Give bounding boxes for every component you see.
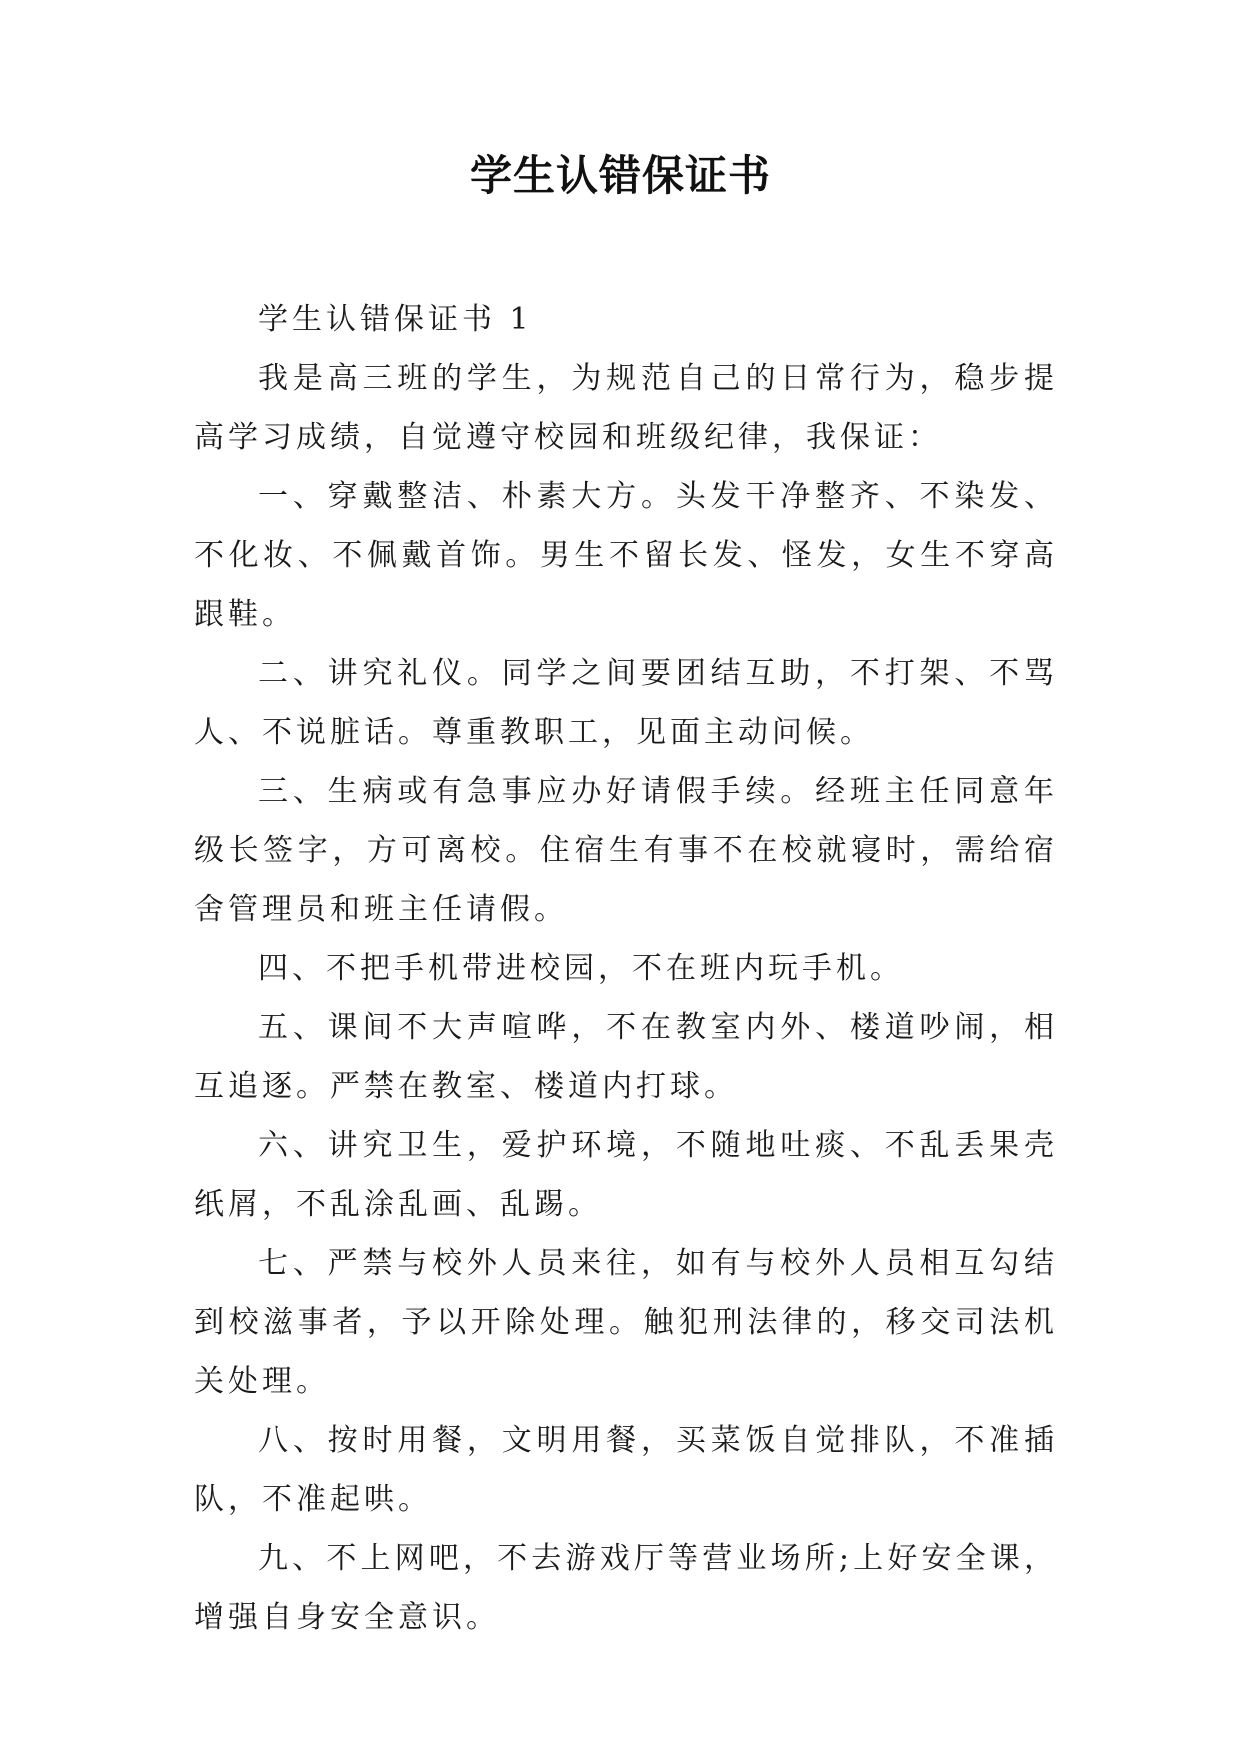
paragraph-item-5: 五、课间不大声喧哗，不在教室内外、楼道吵闹，相互追逐。严禁在教室、楼道内打球。 — [194, 1010, 1058, 1104]
section-heading: 学生认错保证书 1 — [258, 302, 533, 337]
paragraph-item-2: 二、讲究礼仪。同学之间要团结互助，不打架、不骂人、不说脏话。尊重教职工，见面主动问候。 — [194, 656, 1058, 750]
paragraph-item-7: 七、严禁与校外人员来往，如有与校外人员相互勾结到校滋事者，予以开除处理。触犯刑法律的，移交司法机关处理。 — [194, 1246, 1058, 1399]
paragraph-item-4: 四、不把手机带进校园，不在班内玩手机。 — [258, 951, 904, 986]
paragraph-item-9: 九、不上网吧，不去游戏厅等营业场所;上好安全课，增强自身安全意识。 — [194, 1541, 1058, 1635]
document-body — [194, 290, 1058, 1647]
paragraph-item-8: 八、按时用餐，文明用餐，买菜饭自觉排队，不准插队，不准起哄。 — [194, 1423, 1058, 1517]
paragraph-item-3: 三、生病或有急事应办好请假手续。经班主任同意年级长签字，方可离校。住宿生有事不在校就寝时，需给宿舍管理员和班主任请假。 — [194, 774, 1058, 927]
paragraph-intro: 我是高三班的学生，为规范自己的日常行为，稳步提高学习成绩，自觉遵守校园和班级纪律，我保证： — [194, 361, 1058, 455]
document-title: 学生认错保证书 — [469, 151, 771, 200]
paragraph-item-6: 六、讲究卫生，爱护环境，不随地吐痰、不乱丢果壳纸屑，不乱涂乱画、乱踢。 — [194, 1128, 1058, 1222]
paragraph-item-1: 一、穿戴整洁、朴素大方。头发干净整齐、不染发、不化妆、不佩戴首饰。男生不留长发、怪发，女生不穿高跟鞋。 — [194, 479, 1058, 632]
